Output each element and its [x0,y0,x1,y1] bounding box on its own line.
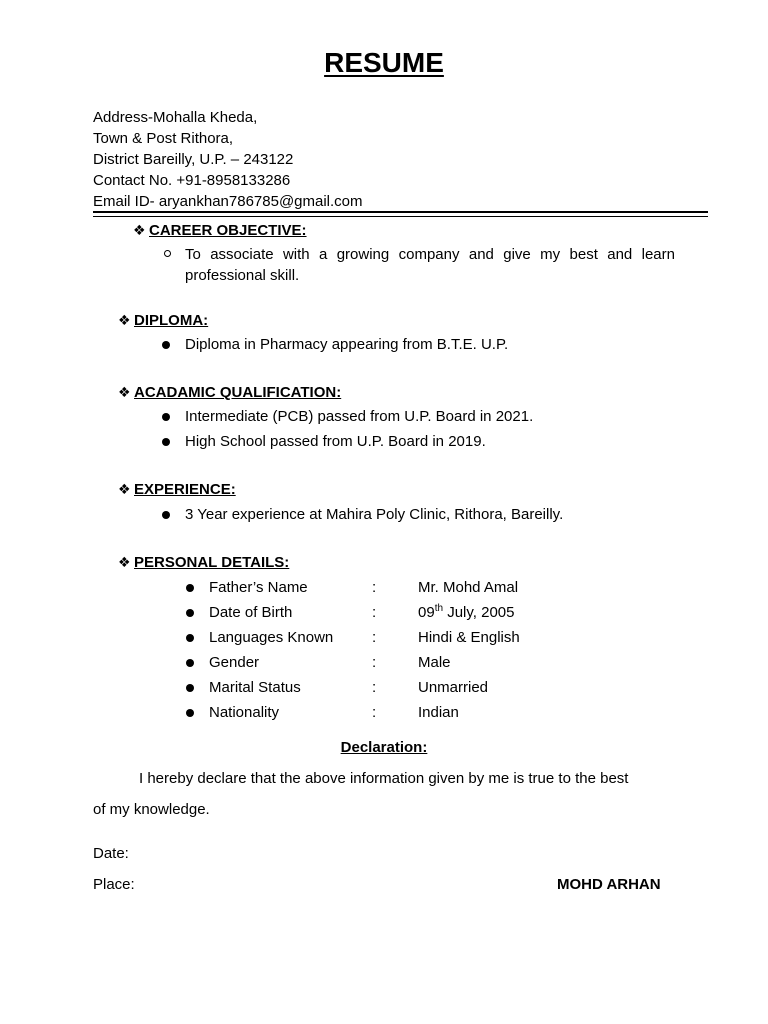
address-line-3: District Bareilly, U.P. – 243122 [93,151,294,168]
personal-details-heading [118,552,289,573]
bullet-icon [162,341,170,349]
diploma-heading [118,310,208,331]
experience-item: 3 Year experience at Mahira Poly Clinic, Rithora, Bareilly. [185,506,564,523]
heading-text: CAREER OBJECTIVE: [149,222,307,239]
detail-value: Hindi & English [418,629,520,646]
resume-title: RESUME [324,47,444,78]
detail-value: Indian [418,704,459,721]
academic-heading [118,382,341,403]
diamond-bullet-icon: ❖ [133,222,146,238]
declaration-text-line-2: of my knowledge. [93,801,210,818]
bullet-icon [162,511,170,519]
detail-separator: : [372,654,377,671]
academic-item: High School passed from U.P. Board in 2019. [185,433,486,450]
detail-label: Languages Known [209,629,334,646]
detail-value: Mr. Mohd Amal [418,579,519,596]
heading-text: DIPLOMA: [134,312,209,329]
place-label: Place: [93,876,135,893]
detail-separator: : [372,679,377,696]
circle-bullet-icon [164,250,171,257]
detail-label: Date of Birth [209,604,293,621]
declaration-text-line-1: I hereby declare that the above information given by me is true to the best [139,770,629,787]
heading-text: ACADAMIC QUALIFICATION: [134,384,342,401]
divider-thin [93,216,708,217]
detail-separator: : [372,579,377,596]
diamond-bullet-icon: ❖ [118,312,131,328]
dob-rest: July, 2005 [443,604,515,621]
detail-label: Gender [209,654,260,671]
career-objective-text: To associate with a growing company and give my best and learn professional skill. [185,246,675,284]
heading-text: PERSONAL DETAILS: [134,554,290,571]
bullet-icon [186,584,194,592]
bullet-icon [186,709,194,717]
bullet-icon [186,659,194,667]
detail-value [418,603,514,623]
date-label: Date: [93,845,129,862]
detail-label: Nationality [209,704,280,721]
bullet-icon [186,609,194,617]
address-line-1: Address-Mohalla Kheda, [93,109,258,126]
detail-value: Male [418,654,451,671]
declaration-heading: Declaration: [340,739,428,756]
diploma-item: Diploma in Pharmacy appearing from B.T.E. U.P. [185,336,509,353]
detail-separator: : [372,704,377,721]
signature-name: MOHD ARHAN [557,876,661,893]
bullet-icon [162,438,170,446]
detail-separator: : [372,604,377,621]
detail-value: Unmarried [418,679,489,696]
detail-label: Father’s Name [209,579,308,596]
academic-item: Intermediate (PCB) passed from U.P. Board in 2021. [185,408,534,425]
diamond-bullet-icon: ❖ [118,384,131,400]
detail-separator: : [372,629,377,646]
dob-day: 09 [418,604,435,621]
bullet-icon [186,634,194,642]
bullet-icon [186,684,194,692]
diamond-bullet-icon: ❖ [118,481,131,497]
diamond-bullet-icon: ❖ [118,554,131,570]
email-id: Email ID- aryankhan786785@gmail.com [93,193,363,210]
bullet-icon [162,413,170,421]
career-objective-heading [133,220,307,241]
address-line-2: Town & Post Rithora, [93,130,234,147]
heading-text: EXPERIENCE: [134,481,236,498]
experience-heading [118,479,236,500]
dob-suffix: th [434,603,444,614]
divider-thick [93,211,708,213]
detail-label: Marital Status [209,679,301,696]
contact-number: Contact No. +91-8958133286 [93,172,291,189]
